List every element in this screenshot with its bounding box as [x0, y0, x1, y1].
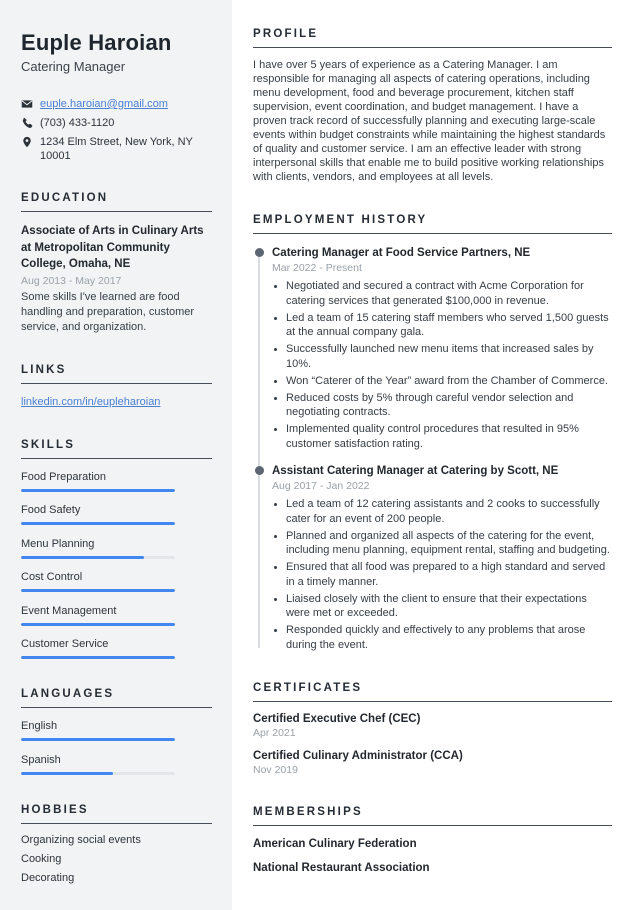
skill-bar-track — [21, 522, 175, 525]
membership-item: National Restaurant Association — [253, 862, 430, 874]
job-bullet-list — [272, 279, 612, 451]
education-section — [21, 192, 212, 335]
languages-section — [21, 688, 212, 775]
job-bullet: • Won “Caterer of the Year” award from the Chamber of Commerce. — [286, 374, 612, 389]
skills-list — [21, 471, 212, 660]
skill-bar-fill — [21, 589, 175, 592]
certificate-date: Apr 2021 — [253, 727, 296, 739]
employment-section — [253, 214, 612, 652]
skill-item — [21, 638, 212, 659]
language-bar-fill — [21, 772, 113, 775]
skills-heading: SKILLS — [21, 439, 212, 459]
certificate-item — [253, 713, 612, 739]
languages-heading: LANGUAGES — [21, 688, 212, 708]
job-bullet: • Implemented quality control procedures that resulted in 95% customer satisfaction rating. — [286, 422, 612, 451]
skill-item — [21, 605, 212, 626]
language-bar-track — [21, 738, 175, 741]
job-title: Catering Manager at Food Service Partners, NE — [272, 247, 531, 259]
job-bullet: • Led a team of 15 catering staff members who served 1,500 guests at the annual company gala. — [286, 311, 612, 340]
skill-bar-track — [21, 656, 175, 659]
candidate-job-title: Catering Manager — [21, 59, 126, 74]
job-dates: Mar 2022 - Present — [272, 262, 362, 274]
job-title: Assistant Catering Manager at Catering by Scott, NE — [272, 465, 559, 477]
hobbies-heading: HOBBIES — [21, 804, 212, 824]
hobbies-section — [21, 804, 212, 886]
job-entry — [272, 464, 612, 652]
skill-item — [21, 504, 212, 525]
employment-heading: EMPLOYMENT HISTORY — [253, 214, 612, 234]
contact-email-row — [21, 97, 212, 111]
links-heading: LINKS — [21, 364, 212, 384]
job-dates: Aug 2017 - Jan 2022 — [272, 480, 370, 492]
email-link[interactable]: euple.haroian@gmail.com — [40, 98, 168, 110]
location-pin-icon — [21, 136, 33, 148]
job-bullet: • Reduced costs by 5% through careful vendor selection and negotiating contracts. — [286, 391, 612, 420]
skill-bar-fill — [21, 656, 175, 659]
language-item — [21, 754, 212, 775]
skill-bar-track — [21, 589, 175, 592]
skill-bar-track — [21, 623, 175, 626]
job-bullet: • Led a team of 12 catering assistants and 2 cooks to successfully cater for an event of 200 people. — [286, 497, 612, 526]
envelope-icon — [21, 98, 33, 110]
skill-bar-track — [21, 556, 175, 559]
job-bullet: • Successfully launched new menu items that increased sales by 10%. — [286, 342, 612, 371]
links-section — [21, 364, 212, 410]
skill-label: Customer Service — [21, 638, 109, 650]
skill-item — [21, 471, 212, 492]
certificate-name: Certified Executive Chef (CEC) — [253, 713, 421, 725]
hobby-item: Decorating — [21, 871, 75, 884]
education-heading: EDUCATION — [21, 192, 212, 212]
hobby-item: Cooking — [21, 852, 62, 865]
profile-heading: PROFILE — [253, 28, 612, 48]
job-bullet: • Negotiated and secured a contract with Acme Corporation for catering services that generated $100,000 in revenue. — [286, 279, 612, 308]
skill-label: Cost Control — [21, 571, 83, 583]
contact-info — [21, 97, 212, 163]
skill-label: Menu Planning — [21, 537, 95, 550]
job-entry — [272, 246, 612, 451]
certificate-item — [253, 750, 612, 776]
skill-label: Food Safety — [21, 504, 81, 516]
timeline-dot-icon — [255, 248, 264, 257]
contact-phone-row — [21, 116, 212, 130]
skill-item — [21, 538, 212, 559]
memberships-section — [253, 806, 612, 874]
language-bar-track — [21, 772, 175, 775]
education-degree: Associate of Arts in Culinary Arts at Metropolitan Community College, Omaha, NE — [21, 225, 204, 270]
profile-section — [253, 28, 612, 184]
skill-bar-track — [21, 489, 175, 492]
phone-icon — [21, 117, 33, 129]
language-label: Spanish — [21, 753, 61, 766]
education-dates: Aug 2013 - May 2017 — [21, 274, 122, 287]
skill-bar-fill — [21, 556, 144, 559]
language-item — [21, 720, 212, 741]
job-bullet: • Responded quickly and effectively to any problems that arose during the event. — [286, 623, 612, 652]
languages-list — [21, 720, 212, 775]
skill-item — [21, 571, 212, 592]
certificates-heading: CERTIFICATES — [253, 682, 612, 702]
job-bullet-list — [272, 497, 612, 652]
skill-label: Event Management — [21, 604, 117, 617]
timeline-dot-icon — [255, 466, 264, 475]
skills-section — [21, 439, 212, 660]
certificates-section — [253, 682, 612, 776]
memberships-heading: MEMBERSHIPS — [253, 806, 612, 826]
job-bullet: • Ensured that all food was prepared to a high standard and served in a timely manner. — [286, 560, 612, 589]
language-label: English — [21, 720, 58, 732]
certificate-name: Certified Culinary Administrator (CCA) — [253, 750, 463, 762]
hobbies-list — [21, 833, 212, 886]
linkedin-link[interactable]: linkedin.com/in/eupleharoian — [21, 395, 161, 408]
skill-bar-fill — [21, 623, 175, 626]
skill-bar-fill — [21, 489, 175, 492]
skill-bar-fill — [21, 522, 175, 525]
sidebar — [0, 0, 232, 910]
job-bullet: • Liaised closely with the client to ensure that their expectations were met or exceeded. — [286, 592, 612, 621]
membership-item: American Culinary Federation — [253, 838, 417, 850]
candidate-name: Euple Haroian — [21, 30, 172, 55]
employment-timeline — [258, 246, 612, 652]
skill-label: Food Preparation — [21, 470, 106, 483]
language-bar-fill — [21, 738, 175, 741]
certificate-date: Nov 2019 — [253, 764, 298, 776]
contact-address-row — [21, 135, 212, 163]
address-text: 1234 Elm Street, New York, NY 10001 — [40, 136, 193, 162]
phone-number: (703) 433-1120 — [40, 117, 115, 129]
hobby-item: Organizing social events — [21, 833, 141, 846]
profile-text: I have over 5 years of experience as a Catering Manager. I am responsible for managing all aspects of catering operations, including menu development, food and beverage procurement, kitchen staff supervision, event coordination, and budget management. I have a proven track record of successfully planning and executing large-scale events within budget constraints while maintaining the highest standards of quality and customer service. I am an effective leader with strong interpersonal skills that enable me to build positive working relationships with clients, vendors, and employees at all levels. — [253, 59, 606, 183]
main-column — [232, 0, 640, 910]
job-bullet: • Planned and organized all aspects of the catering for the event, including menu planning, equipment rental, staffing and budgeting. — [286, 529, 612, 558]
education-description: Some skills I've learned are food handling and preparation, customer service, and organization. — [21, 290, 195, 333]
